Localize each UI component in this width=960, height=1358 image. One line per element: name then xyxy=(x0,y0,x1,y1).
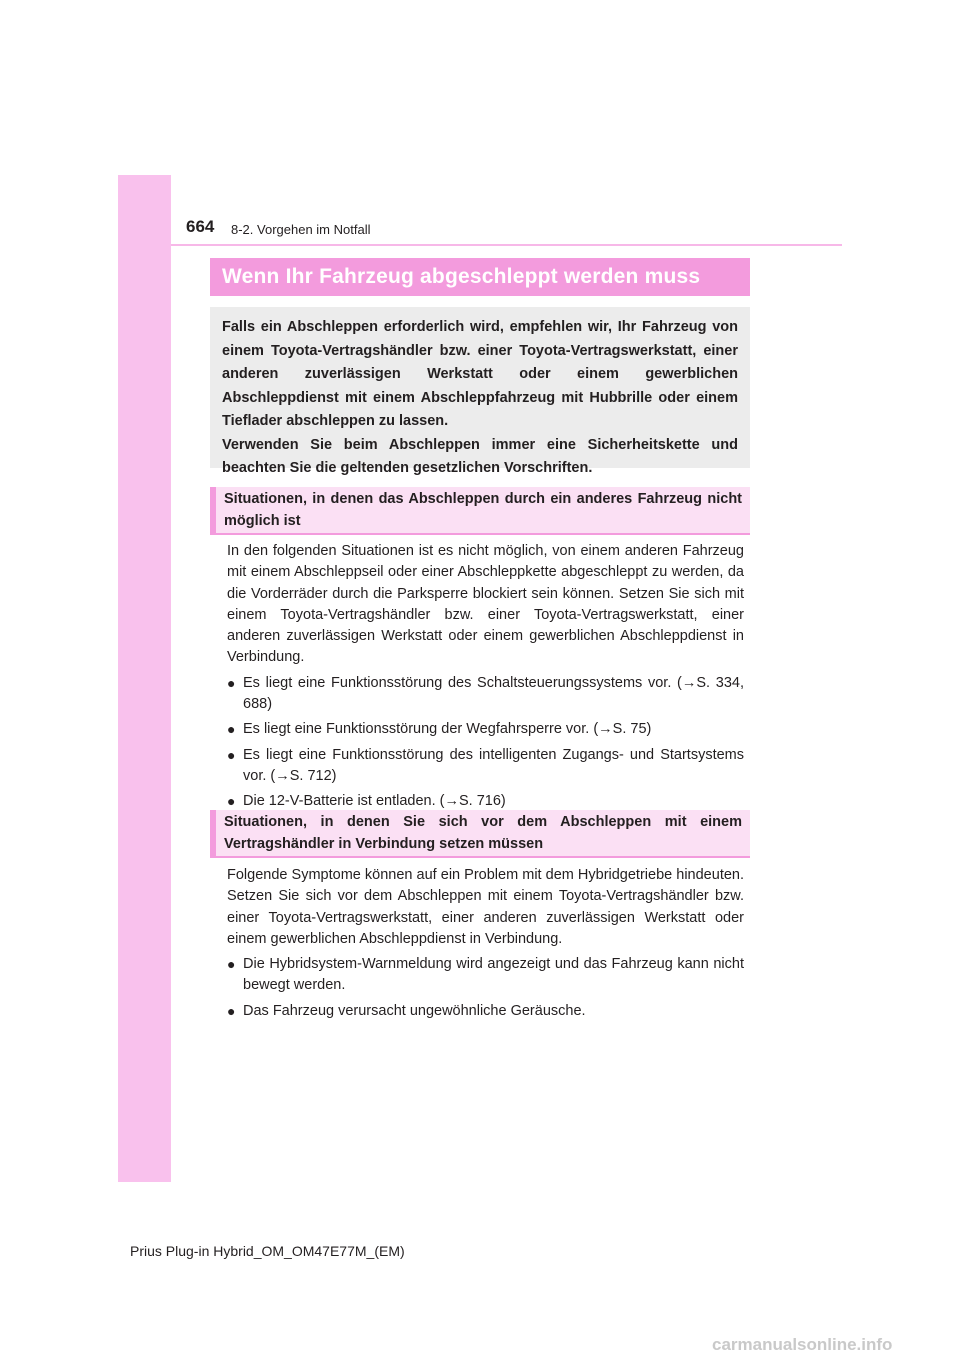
list-item-text: Es liegt eine Funktionsstörung der Wegfahrsperre vor. (→S. 75) xyxy=(243,721,652,738)
section2-heading: Situationen, in denen Sie sich vor dem Abschleppen mit einem Vertragshändler in Verbindung setzen müssen xyxy=(210,810,750,858)
section1-paragraph: In den folgenden Situationen ist es nicht möglich, von einem anderen Fahrzeug mit einem Abschleppseil oder einer Abschleppkette abgeschleppt zu werden, da die Vorderräder durch die Parksperre blockiert sein können. Setzen Sie sich mit einem Toyota-Vertragshändler bzw. einer Toyota-Vertragswerkstatt, einer anderen zuverlässigen Werkstatt oder einem gewerblichen Abschleppdienst in Verbindung. xyxy=(227,543,744,666)
list-item-text: Die Hybridsystem-Warnmeldung wird angezeigt und das Fahrzeug kann nicht bewegt werden. xyxy=(243,956,744,994)
list-item xyxy=(227,673,744,716)
footer-manual-id: Prius Plug-in Hybrid_OM_OM47E77M_(EM) xyxy=(130,1243,405,1259)
list-item-text: Die 12-V-Batterie ist entladen. (→S. 716) xyxy=(243,793,506,810)
list-item xyxy=(227,954,744,997)
section1-body xyxy=(227,541,744,813)
list-item xyxy=(227,1001,744,1022)
intro-box xyxy=(210,307,750,476)
intro-paragraph-1: Falls ein Abschleppen erforderlich wird, empfehlen wir, Ihr Fahrzeug von einem Toyota-Vertragshändler bzw. einer Toyota-Vertragswerkstatt, einer anderen zuverlässigen Werkstatt oder einem gewerblichen Abschleppdienst mit einem Abschleppfahrzeug mit Hubbrille oder einem Tieflader abschleppen zu lassen. xyxy=(222,319,738,429)
list-item-text: Das Fahrzeug verursacht ungewöhnliche Geräusche. xyxy=(243,1002,586,1019)
bullet-icon: ● xyxy=(227,721,236,738)
list-item-text: Es liegt eine Funktionsstörung des Schaltsteuerungssystems vor. (→S. 334, 688) xyxy=(243,674,744,713)
bullet-icon: ● xyxy=(227,1002,236,1019)
header-divider xyxy=(171,244,842,246)
bullet-icon: ● xyxy=(227,746,236,763)
section1-heading: Situationen, in denen das Abschleppen durch ein anderes Fahrzeug nicht möglich ist xyxy=(210,487,750,535)
page-title: Wenn Ihr Fahrzeug abgeschleppt werden muss xyxy=(210,258,750,296)
bullet-icon: ● xyxy=(227,793,236,810)
page-number: 664 xyxy=(186,217,215,236)
intro-paragraph-2: Verwenden Sie beim Abschleppen immer eine Sicherheitskette und beachten Sie die geltenden gesetzlichen Vorschriften. xyxy=(222,436,738,476)
list-item xyxy=(227,745,744,788)
section2-body xyxy=(227,865,744,1022)
side-color-band xyxy=(118,175,171,1182)
watermark: carmanualsonline.info xyxy=(712,1335,893,1354)
bullet-icon: ● xyxy=(227,674,236,691)
section-reference: 8-2. Vorgehen im Notfall xyxy=(231,222,371,237)
list-item xyxy=(227,719,744,740)
section2-paragraph: Folgende Symptome können auf ein Problem mit dem Hybridgetriebe hindeuten. Setzen Sie sich vor dem Abschleppen mit einem Toyota-Vertragshändler bzw. einer Toyota-Vertragswerkstatt, einer anderen zuverlässigen Werkstatt oder einem gewerblichen Abschleppdienst in Verbindung. xyxy=(227,867,744,947)
bullet-icon: ● xyxy=(227,956,236,973)
list-item-text: Es liegt eine Funktionsstörung des intelligenten Zugangs- und Startsystems vor. (→S. 712) xyxy=(243,746,744,784)
